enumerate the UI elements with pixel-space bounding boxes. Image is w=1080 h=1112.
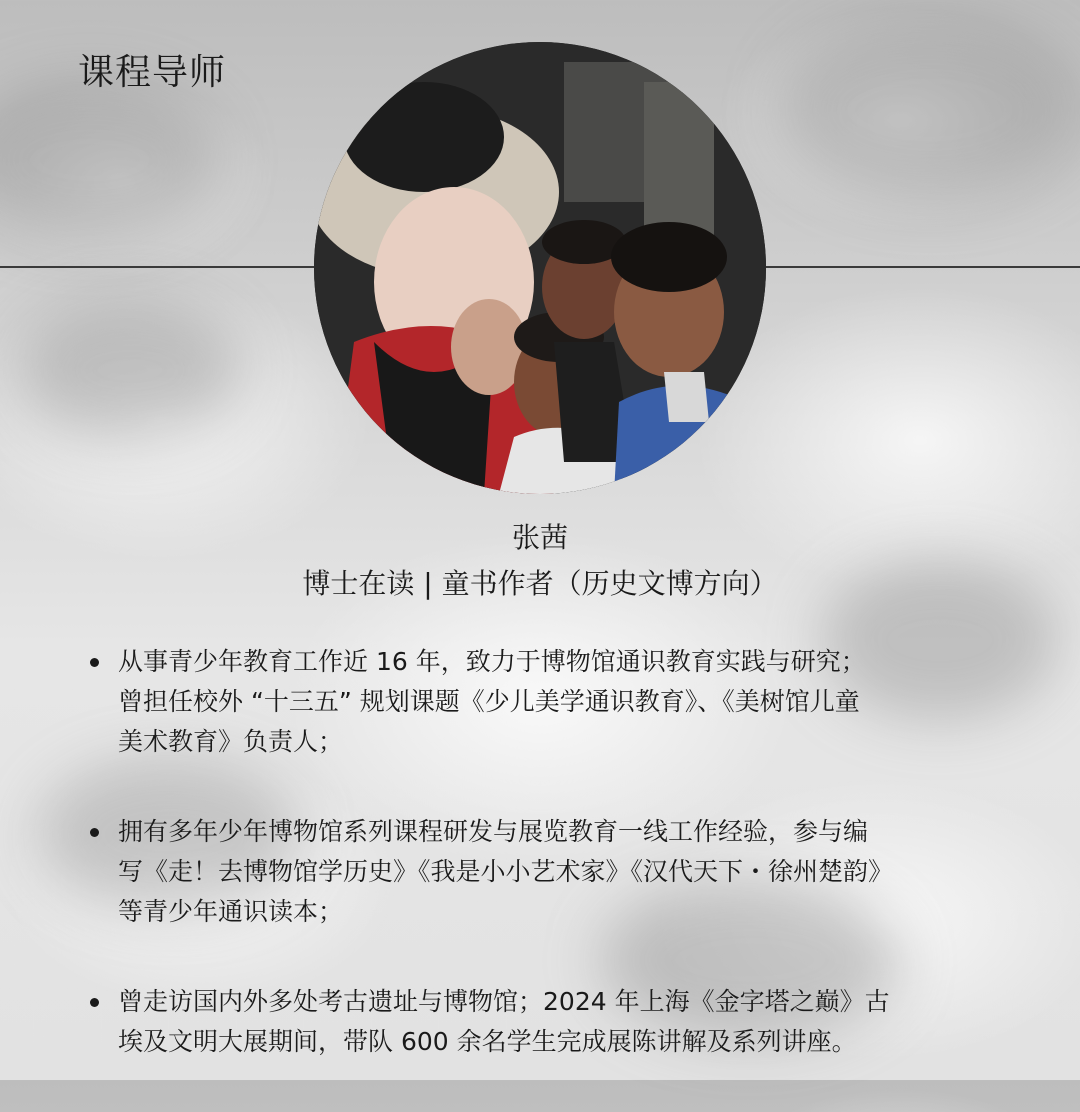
mentor-subtitle: 博士在读 | 童书作者（历史文博方向） — [302, 567, 778, 600]
bio-bullet-line: 拥有多年少年博物馆系列课程研发与展览教育一线工作经验，参与编 — [118, 817, 869, 846]
bio-bullet-line: 埃及文明大展期间，带队 600 余名学生完成展陈讲解及系列讲座。 — [118, 1027, 857, 1056]
bio-bullet-item — [88, 982, 1048, 1062]
bullet-dot-icon — [90, 658, 99, 667]
divider-line-right — [750, 266, 1080, 268]
bio-bullet-line: 曾走访国内外多处考古遗址与博物馆；2024 年上海《金字塔之巅》古 — [118, 987, 890, 1016]
bio-bullet-line: 写《走！去博物馆学历史》《我是小小艺术家》《汉代天下・徐州楚韵》 — [118, 857, 894, 886]
background-shadow — [0, 80, 220, 240]
bio-bullet-line: 曾担任校外 “十三五” 规划课题《少儿美学通识教育》、《美树馆儿童 — [118, 687, 860, 716]
mentor-portrait — [314, 42, 766, 494]
bio-bullet-item — [88, 642, 1048, 762]
background-shadow — [20, 300, 240, 440]
bio-bullet-line: 美术教育》负责人； — [118, 727, 344, 756]
page-title: 课程导师 — [78, 52, 227, 93]
bullet-dot-icon — [90, 828, 99, 837]
bio-bullet-item — [88, 812, 1048, 932]
background-shadow — [780, 20, 1080, 200]
bullet-dot-icon — [90, 998, 99, 1007]
bio-bullet-line: 等青少年通识读本； — [118, 897, 344, 926]
mentor-name: 张茜 — [511, 521, 568, 554]
divider-line-left — [0, 266, 330, 268]
bio-bullet-line: 从事青少年教育工作近 16 年，致力于博物馆通识教育实践与研究； — [118, 647, 866, 676]
bio-bullet-list — [88, 642, 1048, 1112]
photo-icon — [314, 42, 766, 494]
